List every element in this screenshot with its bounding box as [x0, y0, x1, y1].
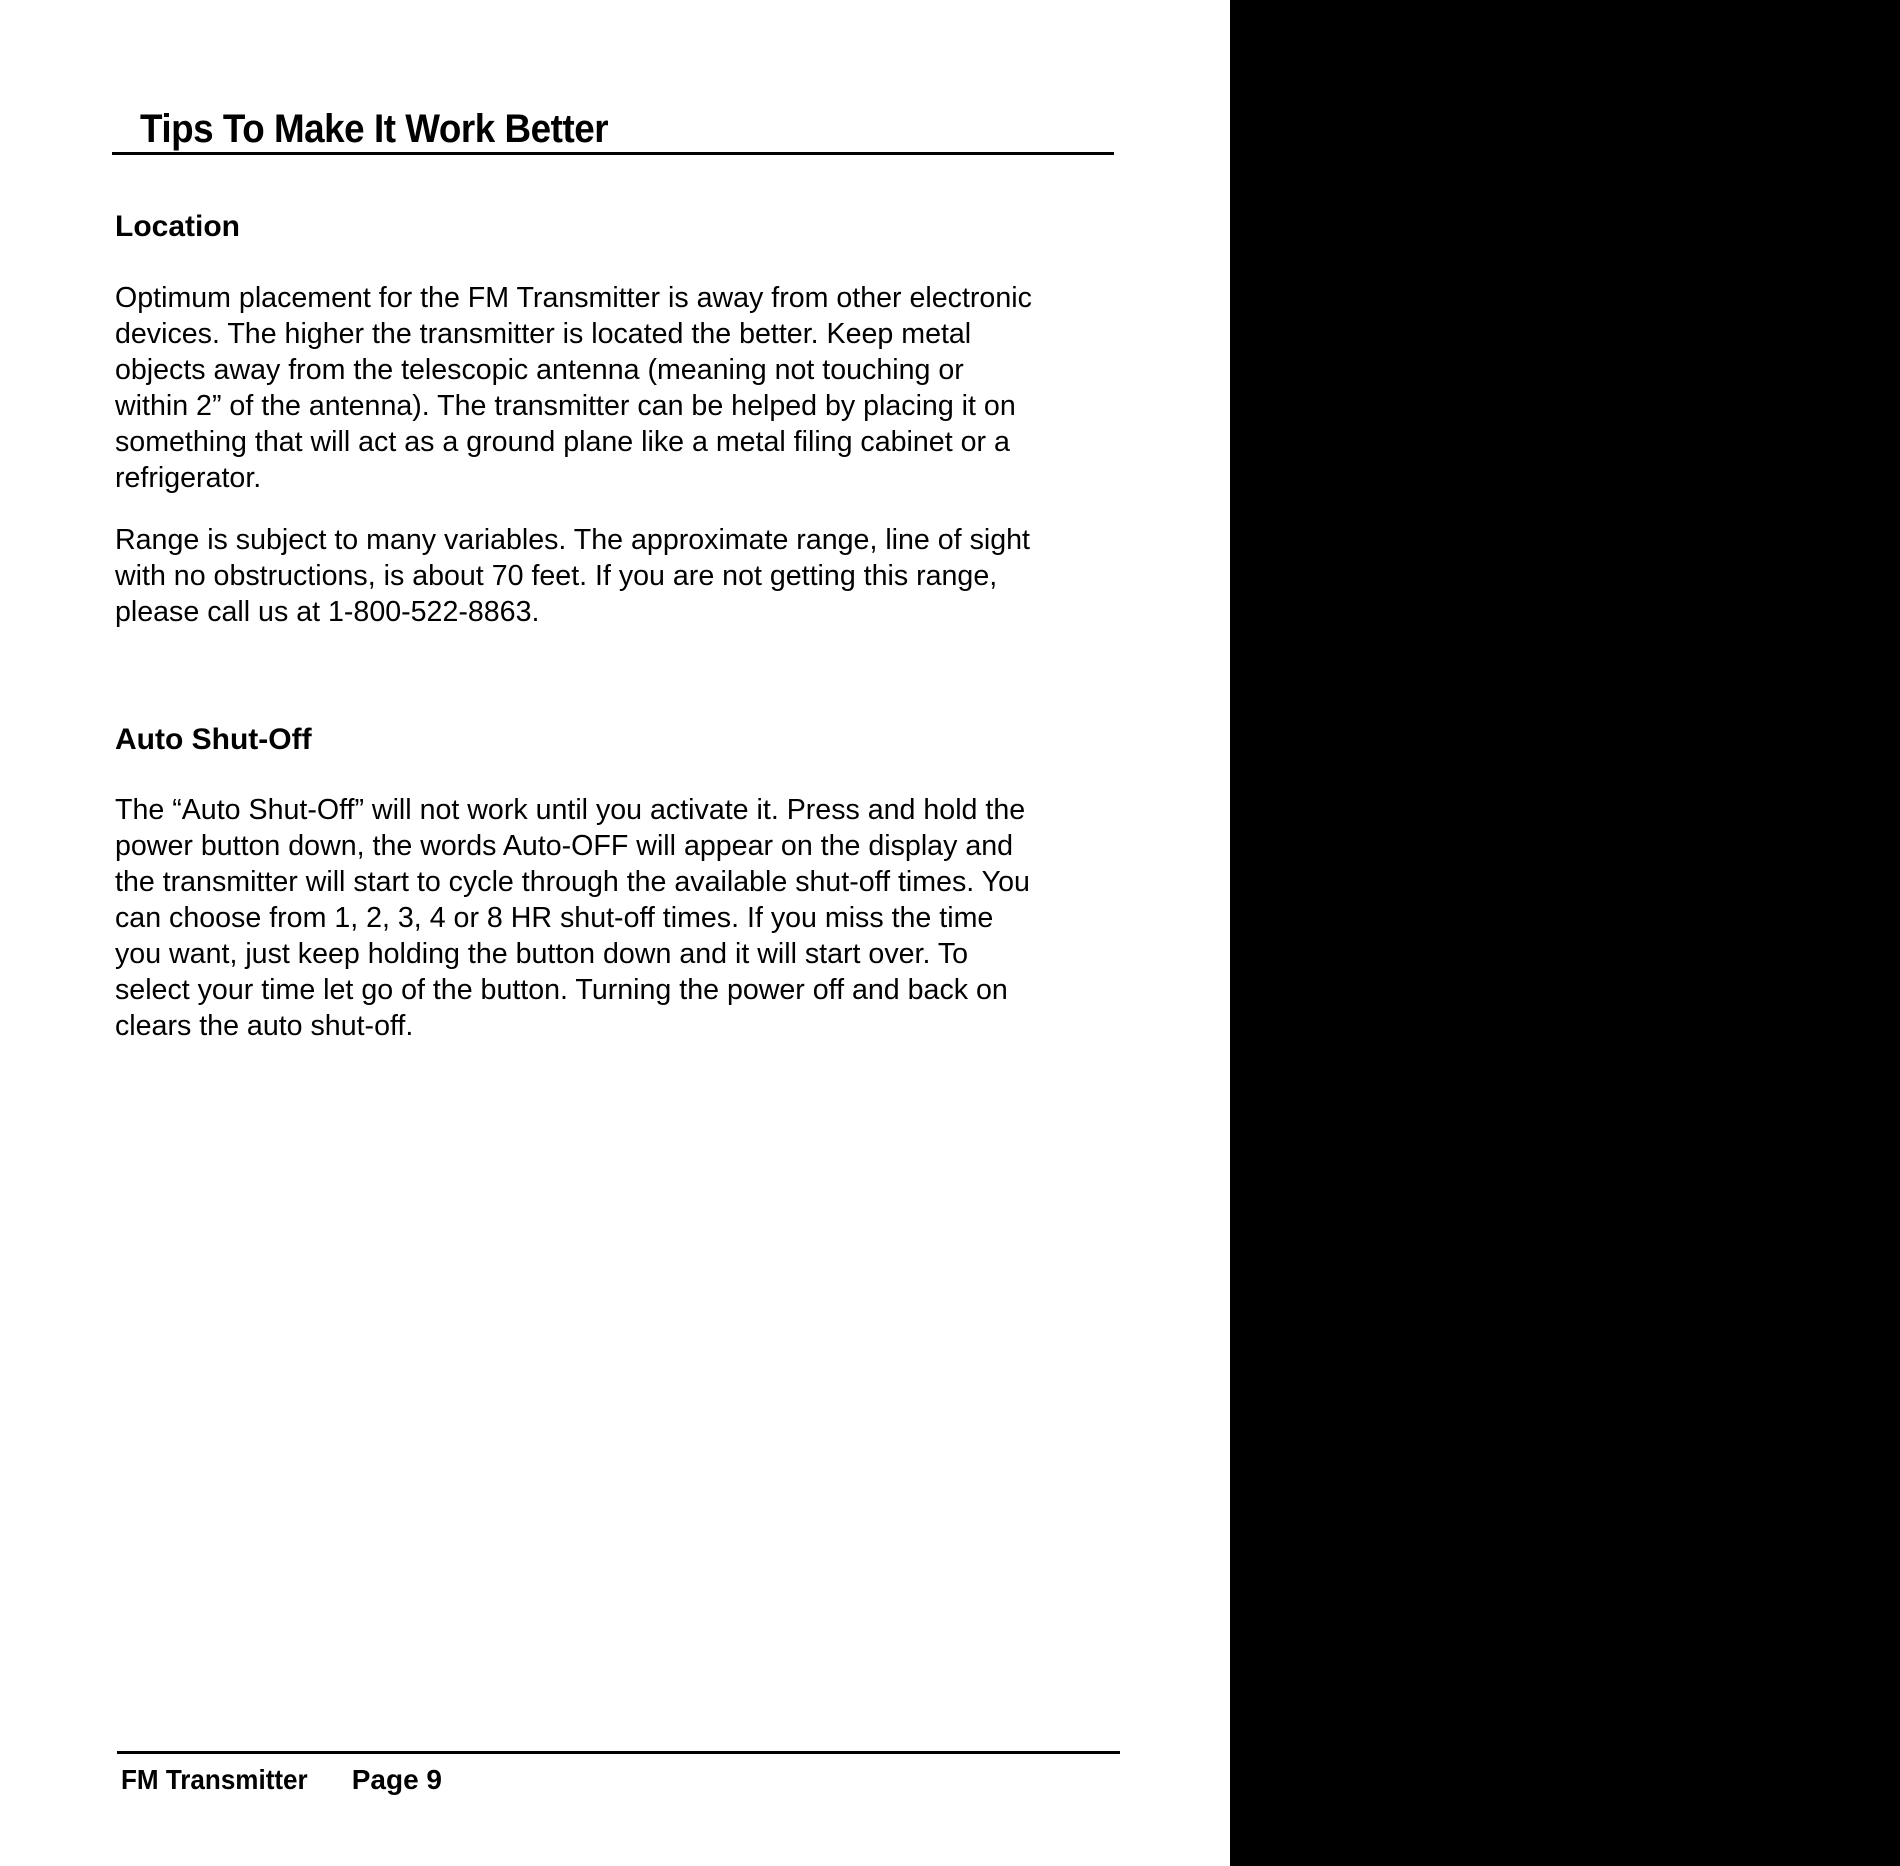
section-heading-location: Location [115, 210, 240, 243]
footer-product-name: FM Transmitter [121, 1764, 308, 1795]
footer-rule [117, 1751, 1120, 1754]
text-line: clears the auto shut-off. [115, 1010, 414, 1042]
location-paragraph-1 [115, 280, 1125, 496]
footer-page-number: Page 9 [351, 1764, 442, 1795]
text-line: objects away from the telescopic antenna (meaning not touching or [115, 354, 964, 386]
text-line: power button down, the words Auto-OFF will appear on the display and [115, 830, 1014, 862]
black-margin [1230, 0, 1900, 1866]
text-line: with no obstructions, is about 70 feet. If you are not getting this range, [115, 560, 998, 592]
text-line: refrigerator. [115, 462, 262, 494]
text-line: please call us at 1-800-522-8863. [115, 596, 540, 628]
text-line: The “Auto Shut-Off” will not work until you activate it. Press and hold the [115, 794, 1026, 826]
text-line: Optimum placement for the FM Transmitter is away from other electronic [115, 282, 1032, 314]
text-line: Range is subject to many variables. The approximate range, line of sight [115, 524, 1030, 556]
page-title: Tips To Make It Work Better [140, 107, 609, 151]
text-line: devices. The higher the transmitter is located the better. Keep metal [115, 318, 972, 350]
text-line: the transmitter will start to cycle through the available shut-off times. You [115, 866, 1030, 898]
text-line: you want, just keep holding the button down and it will start over. To [115, 938, 969, 970]
text-line: select your time let go of the button. Turning the power off and back on [115, 974, 1008, 1006]
text-line: something that will act as a ground plane like a metal filing cabinet or a [115, 426, 1010, 458]
auto-shut-off-paragraph [115, 792, 1125, 1044]
section-heading-auto-shut-off: Auto Shut-Off [115, 723, 312, 756]
title-rule [112, 152, 1114, 155]
text-line: within 2” of the antenna). The transmitter can be helped by placing it on [115, 390, 1016, 422]
text-line: can choose from 1, 2, 3, 4 or 8 HR shut-off times. If you miss the time [115, 902, 994, 934]
location-paragraph-2 [115, 522, 1125, 630]
